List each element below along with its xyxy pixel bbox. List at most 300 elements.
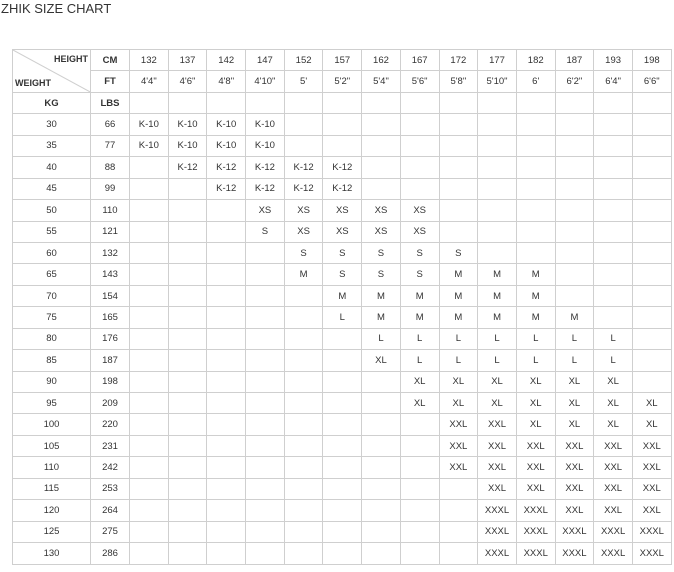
height-ft-header: 5'10" bbox=[478, 71, 517, 92]
size-cell: XL bbox=[400, 371, 439, 392]
size-cell bbox=[400, 521, 439, 542]
size-cell: M bbox=[362, 307, 401, 328]
size-cell bbox=[130, 285, 169, 306]
size-cell bbox=[130, 414, 169, 435]
size-cell bbox=[439, 500, 478, 521]
size-cell bbox=[594, 221, 633, 242]
size-cell: K-12 bbox=[207, 178, 246, 199]
weight-lbs-cell: 275 bbox=[91, 521, 130, 542]
empty-header-cell bbox=[632, 92, 671, 113]
size-cell bbox=[362, 178, 401, 199]
size-cell bbox=[323, 414, 362, 435]
size-cell bbox=[362, 543, 401, 564]
size-cell bbox=[207, 521, 246, 542]
cm-unit-header: CM bbox=[91, 50, 130, 71]
size-cell: S bbox=[439, 242, 478, 263]
size-cell bbox=[478, 200, 517, 221]
size-cell: XS bbox=[284, 221, 323, 242]
height-cm-header: 132 bbox=[130, 50, 169, 71]
size-cell bbox=[323, 500, 362, 521]
size-cell bbox=[246, 350, 285, 371]
size-cell bbox=[168, 393, 207, 414]
weight-kg-cell: 125 bbox=[13, 521, 91, 542]
size-cell bbox=[284, 350, 323, 371]
size-cell bbox=[323, 521, 362, 542]
empty-header-cell bbox=[594, 92, 633, 113]
size-cell bbox=[400, 435, 439, 456]
size-cell bbox=[555, 157, 594, 178]
size-cell: K-10 bbox=[246, 114, 285, 135]
size-cell: L bbox=[478, 328, 517, 349]
size-cell bbox=[323, 457, 362, 478]
size-cell bbox=[478, 221, 517, 242]
size-cell: XL bbox=[439, 371, 478, 392]
height-ft-header: 6'4" bbox=[594, 71, 633, 92]
size-cell: XL bbox=[362, 350, 401, 371]
weight-kg-cell: 110 bbox=[13, 457, 91, 478]
size-cell: M bbox=[478, 264, 517, 285]
weight-kg-cell: 45 bbox=[13, 178, 91, 199]
height-cm-header: 147 bbox=[246, 50, 285, 71]
empty-header-cell bbox=[362, 92, 401, 113]
size-cell: XL bbox=[516, 371, 555, 392]
size-cell bbox=[130, 478, 169, 499]
height-ft-header: 4'10" bbox=[246, 71, 285, 92]
table-row bbox=[13, 221, 672, 242]
size-cell bbox=[284, 414, 323, 435]
size-cell bbox=[130, 242, 169, 263]
size-cell: XXXL bbox=[594, 521, 633, 542]
size-cell bbox=[555, 178, 594, 199]
size-cell bbox=[439, 114, 478, 135]
size-cell: XS bbox=[400, 200, 439, 221]
size-cell: K-12 bbox=[323, 178, 362, 199]
size-cell bbox=[284, 500, 323, 521]
height-ft-header: 4'4" bbox=[130, 71, 169, 92]
size-cell: K-12 bbox=[284, 178, 323, 199]
size-cell bbox=[284, 435, 323, 456]
size-cell bbox=[130, 457, 169, 478]
size-cell bbox=[207, 414, 246, 435]
weight-lbs-cell: 187 bbox=[91, 350, 130, 371]
size-cell bbox=[555, 114, 594, 135]
size-cell bbox=[207, 435, 246, 456]
size-cell bbox=[594, 200, 633, 221]
size-cell bbox=[594, 285, 633, 306]
size-cell bbox=[323, 328, 362, 349]
table-row bbox=[13, 264, 672, 285]
weight-kg-cell: 80 bbox=[13, 328, 91, 349]
weight-lbs-cell: 253 bbox=[91, 478, 130, 499]
size-cell bbox=[478, 135, 517, 156]
size-cell: XL bbox=[478, 371, 517, 392]
size-cell: XXL bbox=[516, 457, 555, 478]
size-cell: M bbox=[284, 264, 323, 285]
size-cell bbox=[594, 307, 633, 328]
height-cm-header: 137 bbox=[168, 50, 207, 71]
size-cell bbox=[323, 350, 362, 371]
size-cell bbox=[555, 135, 594, 156]
size-cell: M bbox=[516, 307, 555, 328]
kg-unit-header: KG bbox=[13, 92, 91, 113]
size-cell bbox=[632, 135, 671, 156]
weight-kg-cell: 95 bbox=[13, 393, 91, 414]
size-cell: XL bbox=[400, 393, 439, 414]
size-cell bbox=[284, 521, 323, 542]
size-cell: XXXL bbox=[516, 521, 555, 542]
size-cell bbox=[246, 543, 285, 564]
size-cell bbox=[130, 435, 169, 456]
size-cell: XL bbox=[555, 371, 594, 392]
size-cell bbox=[207, 457, 246, 478]
size-cell bbox=[362, 500, 401, 521]
size-cell: M bbox=[400, 307, 439, 328]
size-cell bbox=[168, 500, 207, 521]
size-cell bbox=[400, 478, 439, 499]
height-cm-header: 152 bbox=[284, 50, 323, 71]
size-cell bbox=[284, 393, 323, 414]
empty-header-cell bbox=[439, 92, 478, 113]
size-cell: XXL bbox=[478, 478, 517, 499]
size-cell bbox=[207, 307, 246, 328]
size-cell: S bbox=[362, 242, 401, 263]
size-cell bbox=[323, 543, 362, 564]
size-cell bbox=[284, 114, 323, 135]
size-cell bbox=[632, 200, 671, 221]
size-cell bbox=[168, 350, 207, 371]
ft-unit-header: FT bbox=[91, 71, 130, 92]
size-cell: L bbox=[439, 328, 478, 349]
size-cell: M bbox=[323, 285, 362, 306]
size-cell: XXL bbox=[594, 478, 633, 499]
size-cell: XL bbox=[594, 371, 633, 392]
size-cell bbox=[168, 521, 207, 542]
size-cell: M bbox=[400, 285, 439, 306]
size-cell bbox=[130, 371, 169, 392]
table-row bbox=[13, 135, 672, 156]
size-cell bbox=[516, 135, 555, 156]
size-cell: XXL bbox=[478, 414, 517, 435]
weight-lbs-cell: 242 bbox=[91, 457, 130, 478]
size-cell: XL bbox=[594, 414, 633, 435]
table-row bbox=[13, 435, 672, 456]
size-cell: XXL bbox=[632, 457, 671, 478]
size-cell bbox=[246, 328, 285, 349]
size-cell: L bbox=[555, 350, 594, 371]
weight-kg-cell: 130 bbox=[13, 543, 91, 564]
size-cell: L bbox=[400, 328, 439, 349]
size-cell bbox=[284, 328, 323, 349]
weight-lbs-cell: 132 bbox=[91, 242, 130, 263]
weight-kg-cell: 70 bbox=[13, 285, 91, 306]
table-row bbox=[13, 307, 672, 328]
size-cell: XL bbox=[516, 414, 555, 435]
height-cm-header: 157 bbox=[323, 50, 362, 71]
height-ft-header: 5'2" bbox=[323, 71, 362, 92]
size-cell bbox=[516, 200, 555, 221]
size-cell: S bbox=[323, 242, 362, 263]
size-cell: K-10 bbox=[168, 114, 207, 135]
size-cell bbox=[168, 478, 207, 499]
size-cell bbox=[168, 307, 207, 328]
weight-lbs-cell: 286 bbox=[91, 543, 130, 564]
size-cell bbox=[439, 521, 478, 542]
size-cell: S bbox=[246, 221, 285, 242]
size-cell bbox=[130, 350, 169, 371]
size-cell bbox=[168, 178, 207, 199]
size-cell bbox=[400, 135, 439, 156]
size-cell bbox=[632, 114, 671, 135]
size-cell bbox=[168, 242, 207, 263]
size-cell bbox=[362, 457, 401, 478]
size-cell: L bbox=[555, 328, 594, 349]
size-cell bbox=[130, 221, 169, 242]
size-cell: M bbox=[478, 307, 517, 328]
size-cell: XXL bbox=[439, 435, 478, 456]
size-cell bbox=[632, 350, 671, 371]
table-row bbox=[13, 242, 672, 263]
size-cell: L bbox=[594, 328, 633, 349]
size-cell bbox=[632, 157, 671, 178]
size-cell bbox=[168, 435, 207, 456]
size-cell: XL bbox=[555, 414, 594, 435]
size-cell: XL bbox=[632, 414, 671, 435]
size-cell bbox=[400, 114, 439, 135]
size-cell bbox=[130, 521, 169, 542]
size-cell: L bbox=[594, 350, 633, 371]
size-cell: L bbox=[400, 350, 439, 371]
size-cell: XS bbox=[246, 200, 285, 221]
size-cell: XXXL bbox=[555, 543, 594, 564]
size-cell: M bbox=[362, 285, 401, 306]
size-cell: M bbox=[439, 264, 478, 285]
size-cell bbox=[400, 457, 439, 478]
size-cell: XL bbox=[439, 393, 478, 414]
size-cell: XXL bbox=[516, 435, 555, 456]
size-cell: XXXL bbox=[478, 500, 517, 521]
weight-lbs-cell: 220 bbox=[91, 414, 130, 435]
weight-kg-cell: 85 bbox=[13, 350, 91, 371]
weight-kg-cell: 60 bbox=[13, 242, 91, 263]
size-cell bbox=[594, 157, 633, 178]
size-cell: L bbox=[516, 328, 555, 349]
weight-lbs-cell: 198 bbox=[91, 371, 130, 392]
size-cell bbox=[439, 157, 478, 178]
header-row-cm bbox=[13, 50, 672, 71]
size-cell: K-10 bbox=[207, 114, 246, 135]
size-cell bbox=[246, 307, 285, 328]
size-cell bbox=[362, 157, 401, 178]
size-cell bbox=[246, 264, 285, 285]
size-cell bbox=[130, 328, 169, 349]
height-ft-header: 4'8" bbox=[207, 71, 246, 92]
size-cell bbox=[632, 178, 671, 199]
size-cell bbox=[323, 478, 362, 499]
size-cell bbox=[130, 157, 169, 178]
size-cell: XXL bbox=[594, 457, 633, 478]
size-cell bbox=[478, 178, 517, 199]
size-cell bbox=[246, 242, 285, 263]
size-cell bbox=[130, 200, 169, 221]
empty-header-cell bbox=[246, 92, 285, 113]
size-cell: XL bbox=[594, 393, 633, 414]
size-cell: M bbox=[478, 285, 517, 306]
table-row bbox=[13, 521, 672, 542]
weight-lbs-cell: 154 bbox=[91, 285, 130, 306]
header-row-ft bbox=[13, 71, 672, 92]
size-cell bbox=[323, 114, 362, 135]
height-cm-header: 198 bbox=[632, 50, 671, 71]
height-ft-header: 6'6" bbox=[632, 71, 671, 92]
size-cell bbox=[555, 264, 594, 285]
size-cell: XXL bbox=[555, 435, 594, 456]
size-cell: XXL bbox=[632, 478, 671, 499]
weight-kg-cell: 100 bbox=[13, 414, 91, 435]
size-cell bbox=[246, 414, 285, 435]
size-cell bbox=[284, 285, 323, 306]
table-row bbox=[13, 543, 672, 564]
size-cell bbox=[632, 221, 671, 242]
weight-kg-cell: 40 bbox=[13, 157, 91, 178]
size-cell bbox=[284, 478, 323, 499]
height-label: HEIGHT bbox=[53, 54, 88, 64]
weight-kg-cell: 55 bbox=[13, 221, 91, 242]
size-cell bbox=[207, 264, 246, 285]
size-cell bbox=[130, 264, 169, 285]
size-cell bbox=[555, 285, 594, 306]
weight-lbs-cell: 209 bbox=[91, 393, 130, 414]
size-cell bbox=[632, 285, 671, 306]
size-cell bbox=[362, 114, 401, 135]
table-row bbox=[13, 457, 672, 478]
empty-header-cell bbox=[323, 92, 362, 113]
size-cell: XL bbox=[516, 393, 555, 414]
size-cell: XXL bbox=[516, 478, 555, 499]
size-cell bbox=[207, 500, 246, 521]
size-cell bbox=[594, 135, 633, 156]
size-cell: M bbox=[439, 307, 478, 328]
size-cell: XXXL bbox=[594, 543, 633, 564]
size-cell bbox=[594, 178, 633, 199]
size-cell bbox=[130, 307, 169, 328]
weight-kg-cell: 30 bbox=[13, 114, 91, 135]
table-row bbox=[13, 328, 672, 349]
empty-header-cell bbox=[516, 92, 555, 113]
size-cell: K-12 bbox=[284, 157, 323, 178]
size-cell bbox=[632, 264, 671, 285]
weight-lbs-cell: 121 bbox=[91, 221, 130, 242]
size-cell bbox=[400, 178, 439, 199]
size-cell: S bbox=[400, 242, 439, 263]
size-cell bbox=[323, 393, 362, 414]
size-cell bbox=[400, 543, 439, 564]
size-cell bbox=[207, 242, 246, 263]
height-ft-header: 6' bbox=[516, 71, 555, 92]
weight-kg-cell: 75 bbox=[13, 307, 91, 328]
table-row bbox=[13, 350, 672, 371]
size-cell: L bbox=[478, 350, 517, 371]
table-row bbox=[13, 393, 672, 414]
size-cell bbox=[478, 157, 517, 178]
size-cell bbox=[516, 114, 555, 135]
size-cell: XXL bbox=[478, 457, 517, 478]
size-cell: K-12 bbox=[168, 157, 207, 178]
corner-header-cell bbox=[13, 50, 91, 93]
size-cell bbox=[246, 521, 285, 542]
size-cell: XXL bbox=[594, 435, 633, 456]
size-cell: M bbox=[555, 307, 594, 328]
table-row bbox=[13, 414, 672, 435]
height-cm-header: 167 bbox=[400, 50, 439, 71]
size-cell bbox=[130, 500, 169, 521]
empty-header-cell bbox=[478, 92, 517, 113]
size-cell: K-12 bbox=[323, 157, 362, 178]
empty-header-cell bbox=[400, 92, 439, 113]
size-cell: XS bbox=[323, 200, 362, 221]
size-cell: S bbox=[362, 264, 401, 285]
size-cell: XXXL bbox=[632, 521, 671, 542]
size-cell: K-10 bbox=[130, 135, 169, 156]
size-cell bbox=[207, 221, 246, 242]
weight-lbs-cell: 99 bbox=[91, 178, 130, 199]
size-cell bbox=[362, 435, 401, 456]
page-title: ZHIK SIZE CHART bbox=[1, 1, 112, 16]
height-cm-header: 193 bbox=[594, 50, 633, 71]
size-cell bbox=[207, 285, 246, 306]
table-row bbox=[13, 178, 672, 199]
size-cell: XXL bbox=[439, 457, 478, 478]
size-cell bbox=[439, 543, 478, 564]
size-cell bbox=[555, 221, 594, 242]
size-cell: XXXL bbox=[516, 500, 555, 521]
table-row bbox=[13, 478, 672, 499]
size-cell: K-10 bbox=[246, 135, 285, 156]
size-cell bbox=[246, 393, 285, 414]
height-cm-header: 177 bbox=[478, 50, 517, 71]
size-cell bbox=[594, 114, 633, 135]
size-cell bbox=[362, 393, 401, 414]
size-cell bbox=[168, 414, 207, 435]
height-cm-header: 142 bbox=[207, 50, 246, 71]
weight-lbs-cell: 143 bbox=[91, 264, 130, 285]
size-cell bbox=[246, 500, 285, 521]
size-cell bbox=[362, 135, 401, 156]
size-cell bbox=[246, 435, 285, 456]
table-row bbox=[13, 500, 672, 521]
size-cell bbox=[632, 307, 671, 328]
table-row bbox=[13, 200, 672, 221]
weight-lbs-cell: 88 bbox=[91, 157, 130, 178]
height-cm-header: 162 bbox=[362, 50, 401, 71]
size-cell: K-10 bbox=[130, 114, 169, 135]
size-cell bbox=[632, 328, 671, 349]
size-cell bbox=[594, 264, 633, 285]
size-cell: K-10 bbox=[207, 135, 246, 156]
size-cell bbox=[207, 371, 246, 392]
size-cell bbox=[284, 543, 323, 564]
height-cm-header: 182 bbox=[516, 50, 555, 71]
size-cell: K-12 bbox=[246, 178, 285, 199]
size-cell: L bbox=[323, 307, 362, 328]
size-cell: XXL bbox=[632, 500, 671, 521]
size-cell bbox=[323, 135, 362, 156]
size-cell bbox=[130, 178, 169, 199]
empty-header-cell bbox=[168, 92, 207, 113]
size-cell: S bbox=[400, 264, 439, 285]
size-cell: XXL bbox=[594, 500, 633, 521]
weight-kg-cell: 90 bbox=[13, 371, 91, 392]
size-cell: XXXL bbox=[478, 543, 517, 564]
